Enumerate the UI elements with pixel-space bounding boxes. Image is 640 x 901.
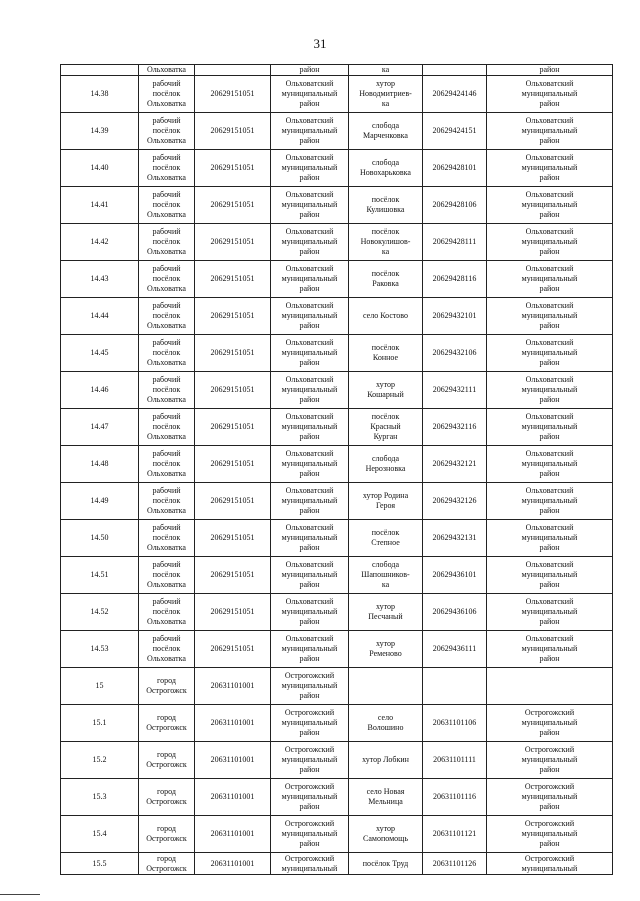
cell-settlement: рабочий посёлок Ольховатка: [139, 187, 195, 224]
table-row: [61, 298, 613, 335]
cell-locality-district: Ольховатский муниципальный район: [487, 335, 613, 372]
cell-settlement-code: 20629151051: [195, 409, 271, 446]
cell-settlement-code: 20629151051: [195, 557, 271, 594]
cell-num: 14.53: [61, 631, 139, 668]
cell-locality: село Новая Мельница: [349, 779, 423, 816]
cell-locality: ка: [349, 65, 423, 76]
cell-locality-district: Ольховатский муниципальный район: [487, 261, 613, 298]
cell-settlement: рабочий посёлок Ольховатка: [139, 224, 195, 261]
cell-locality-code: 20631101111: [423, 742, 487, 779]
cell-locality: хутор Новодмитриев- ка: [349, 76, 423, 113]
cell-num: 14.40: [61, 150, 139, 187]
cell-locality-district: Ольховатский муниципальный район: [487, 594, 613, 631]
cell-settlement-code: 20629151051: [195, 631, 271, 668]
cell-locality: слобода Нерознoвка: [349, 446, 423, 483]
table-row: [61, 853, 613, 875]
cell-district: Ольховатский муниципальный район: [271, 446, 349, 483]
cell-locality: село Костово: [349, 298, 423, 335]
table-row: [61, 113, 613, 150]
cell-locality-district: Ольховатский муниципальный район: [487, 150, 613, 187]
cell-locality-district: Ольховатский муниципальный район: [487, 557, 613, 594]
cell-num: 15.1: [61, 705, 139, 742]
cell-settlement-code: 20629151051: [195, 261, 271, 298]
cell-district: Ольховатский муниципальный район: [271, 335, 349, 372]
cell-settlement-code: 20629151051: [195, 372, 271, 409]
cell-settlement: рабочий посёлок Ольховатка: [139, 409, 195, 446]
cell-locality-code: 20631101106: [423, 705, 487, 742]
table-row: [61, 409, 613, 446]
table-row: [61, 779, 613, 816]
cell-num: 14.42: [61, 224, 139, 261]
cell-locality-district: Ольховатский муниципальный район: [487, 409, 613, 446]
cell-settlement: рабочий посёлок Ольховатка: [139, 594, 195, 631]
table-row: [61, 557, 613, 594]
cell-settlement: город Острогожск: [139, 742, 195, 779]
cell-settlement-code: 20631101001: [195, 705, 271, 742]
cell-locality: посёлок Новокулишов- ка: [349, 224, 423, 261]
cell-settlement: рабочий посёлок Ольховатка: [139, 335, 195, 372]
cell-settlement-code: 20629151051: [195, 335, 271, 372]
cell-locality: хутор Лобкин: [349, 742, 423, 779]
table-row: [61, 446, 613, 483]
cell-settlement-code: 20631101001: [195, 853, 271, 875]
cell-settlement-code: 20631101001: [195, 816, 271, 853]
cell-locality-district: Ольховатский муниципальный район: [487, 372, 613, 409]
cell-locality-code: 20629436101: [423, 557, 487, 594]
cell-num: 14.50: [61, 520, 139, 557]
cell-settlement-code: 20629151051: [195, 483, 271, 520]
cell-locality: посёлок Красный Курган: [349, 409, 423, 446]
cell-settlement: рабочий посёлок Ольховатка: [139, 520, 195, 557]
cell-locality-district: Ольховатский муниципальный район: [487, 224, 613, 261]
table-row: [61, 76, 613, 113]
table-row: [61, 335, 613, 372]
cell-locality-district: Острогожский муниципальный: [487, 853, 613, 875]
cell-locality: посёлок Труд: [349, 853, 423, 875]
table-row: [61, 372, 613, 409]
cell-locality-district: Ольховатский муниципальный район: [487, 113, 613, 150]
cell-locality-code: 20629432126: [423, 483, 487, 520]
cell-num: 15.4: [61, 816, 139, 853]
cell-district: Острогожский муниципальный: [271, 853, 349, 875]
cell-district: Острогожский муниципальный район: [271, 705, 349, 742]
cell-settlement: рабочий посёлок Ольховатка: [139, 557, 195, 594]
cell-num: 14.51: [61, 557, 139, 594]
cell-locality-district: Ольховатский муниципальный район: [487, 483, 613, 520]
cell-settlement-code: 20629151051: [195, 520, 271, 557]
cell-locality-code: 20629428101: [423, 150, 487, 187]
cell-locality-district: район: [487, 65, 613, 76]
cell-settlement-code: 20629151051: [195, 150, 271, 187]
cell-district: Ольховатский муниципальный район: [271, 520, 349, 557]
cell-settlement: рабочий посёлок Ольховатка: [139, 150, 195, 187]
cell-num: 14.49: [61, 483, 139, 520]
table-row: [61, 520, 613, 557]
cell-num: 14.44: [61, 298, 139, 335]
table-row: [61, 150, 613, 187]
cell-settlement-code: 20629151051: [195, 594, 271, 631]
cell-district: Острогожский муниципальный район: [271, 779, 349, 816]
table-continuation-row: [61, 65, 613, 76]
cell-locality-code: 20631101126: [423, 853, 487, 875]
cell-locality-district: Ольховатский муниципальный район: [487, 520, 613, 557]
table-row: [61, 261, 613, 298]
cell-locality: слобода Новохарьковка: [349, 150, 423, 187]
cell-locality-code: 20629432106: [423, 335, 487, 372]
cell-district: Острогожский муниципальный район: [271, 742, 349, 779]
cell-locality-code: 20629432131: [423, 520, 487, 557]
cell-settlement-code: 20631101001: [195, 779, 271, 816]
cell-district: Ольховатский муниципальный район: [271, 261, 349, 298]
table-row: [61, 742, 613, 779]
cell-num: 15: [61, 668, 139, 705]
footnote-divider: [0, 894, 40, 895]
cell-locality: село Волошино: [349, 705, 423, 742]
cell-district: Ольховатский муниципальный район: [271, 372, 349, 409]
cell-locality: слобода Марченковка: [349, 113, 423, 150]
cell-settlement-code: 20629151051: [195, 187, 271, 224]
cell-locality-district: [487, 668, 613, 705]
cell-district: Ольховатский муниципальный район: [271, 76, 349, 113]
cell-num: 14.46: [61, 372, 139, 409]
cell-settlement-code: [195, 65, 271, 76]
cell-settlement: рабочий посёлок Ольховатка: [139, 76, 195, 113]
cell-locality-district: Ольховатский муниципальный район: [487, 298, 613, 335]
cell-district: Острогожский муниципальный район: [271, 668, 349, 705]
cell-locality-code: 20629428111: [423, 224, 487, 261]
cell-settlement: рабочий посёлок Ольховатка: [139, 298, 195, 335]
cell-locality-code: 20629432116: [423, 409, 487, 446]
cell-settlement: город Острогожск: [139, 668, 195, 705]
cell-district: Ольховатский муниципальный район: [271, 483, 349, 520]
cell-district: Острогожский муниципальный район: [271, 816, 349, 853]
cell-locality-code: [423, 668, 487, 705]
cell-locality: хутор Ременово: [349, 631, 423, 668]
cell-num: 15.2: [61, 742, 139, 779]
cell-locality-code: 20629432111: [423, 372, 487, 409]
cell-locality: хутор Кошарный: [349, 372, 423, 409]
cell-num: 14.48: [61, 446, 139, 483]
cell-locality: посёлок Раковка: [349, 261, 423, 298]
cell-district: Ольховатский муниципальный район: [271, 594, 349, 631]
cell-settlement: рабочий посёлок Ольховатка: [139, 631, 195, 668]
cell-num: 14.43: [61, 261, 139, 298]
cell-settlement-code: 20629151051: [195, 113, 271, 150]
table-row: [61, 594, 613, 631]
cell-num: 14.47: [61, 409, 139, 446]
cell-locality-code: 20629436111: [423, 631, 487, 668]
cell-locality-district: Острогожский муниципальный район: [487, 705, 613, 742]
cell-locality-code: 20629424146: [423, 76, 487, 113]
cell-locality: хутор Песчаный: [349, 594, 423, 631]
cell-num: 14.52: [61, 594, 139, 631]
cell-locality-code: 20629432121: [423, 446, 487, 483]
cell-locality: хутор Родина Героя: [349, 483, 423, 520]
cell-settlement: рабочий посёлок Ольховатка: [139, 372, 195, 409]
cell-num: 14.39: [61, 113, 139, 150]
cell-settlement: Ольховатка: [139, 65, 195, 76]
cell-num: 15.3: [61, 779, 139, 816]
cell-district: Ольховатский муниципальный район: [271, 631, 349, 668]
cell-settlement-code: 20629151051: [195, 76, 271, 113]
table-row: [61, 631, 613, 668]
cell-locality-district: Острогожский муниципальный район: [487, 779, 613, 816]
cell-district: Ольховатский муниципальный район: [271, 150, 349, 187]
cell-locality-code: 20629432101: [423, 298, 487, 335]
settlement-registry-table: [60, 64, 613, 875]
cell-settlement: город Острогожск: [139, 853, 195, 875]
cell-locality-district: Ольховатский муниципальный район: [487, 631, 613, 668]
page-number: 31: [313, 36, 327, 51]
cell-settlement: рабочий посёлок Ольховатка: [139, 261, 195, 298]
cell-num: 14.38: [61, 76, 139, 113]
cell-settlement-code: 20629151051: [195, 224, 271, 261]
cell-settlement-code: 20629151051: [195, 298, 271, 335]
cell-settlement-code: 20631101001: [195, 668, 271, 705]
table-row: [61, 668, 613, 705]
table-row: [61, 187, 613, 224]
cell-locality-code: 20629428116: [423, 261, 487, 298]
table-row: [61, 816, 613, 853]
cell-district: Ольховатский муниципальный район: [271, 187, 349, 224]
cell-num: 14.41: [61, 187, 139, 224]
cell-locality-district: Острогожский муниципальный район: [487, 742, 613, 779]
cell-locality: [349, 668, 423, 705]
cell-settlement-code: 20629151051: [195, 446, 271, 483]
cell-locality: посёлок Степное: [349, 520, 423, 557]
cell-locality: хутор Самопомощь: [349, 816, 423, 853]
cell-settlement-code: 20631101001: [195, 742, 271, 779]
cell-locality-code: 20631101116: [423, 779, 487, 816]
cell-locality: слобода Шапошников- ка: [349, 557, 423, 594]
cell-settlement: рабочий посёлок Ольховатка: [139, 483, 195, 520]
cell-district: Ольховатский муниципальный район: [271, 557, 349, 594]
cell-district: Ольховатский муниципальный район: [271, 298, 349, 335]
table-row: [61, 705, 613, 742]
cell-settlement: город Острогожск: [139, 705, 195, 742]
cell-locality-district: Ольховатский муниципальный район: [487, 187, 613, 224]
cell-locality-district: Острогожский муниципальный район: [487, 816, 613, 853]
cell-locality-district: Ольховатский муниципальный район: [487, 76, 613, 113]
cell-num: 14.45: [61, 335, 139, 372]
cell-locality-code: 20629428106: [423, 187, 487, 224]
cell-locality: посёлок Кулишовка: [349, 187, 423, 224]
cell-locality-code: 20631101121: [423, 816, 487, 853]
cell-district: Ольховатский муниципальный район: [271, 409, 349, 446]
cell-num: 15.5: [61, 853, 139, 875]
cell-settlement: город Острогожск: [139, 816, 195, 853]
cell-district: Ольховатский муниципальный район: [271, 224, 349, 261]
cell-district: Ольховатский муниципальный район: [271, 113, 349, 150]
table-row: [61, 224, 613, 261]
cell-locality-code: [423, 65, 487, 76]
cell-settlement: город Острогожск: [139, 779, 195, 816]
cell-locality: посёлок Конное: [349, 335, 423, 372]
cell-district: район: [271, 65, 349, 76]
cell-locality-code: 20629424151: [423, 113, 487, 150]
cell-settlement: рабочий посёлок Ольховатка: [139, 446, 195, 483]
cell-settlement: рабочий посёлок Ольховатка: [139, 113, 195, 150]
cell-num: [61, 65, 139, 76]
cell-locality-code: 20629436106: [423, 594, 487, 631]
table-row: [61, 483, 613, 520]
cell-locality-district: Ольховатский муниципальный район: [487, 446, 613, 483]
